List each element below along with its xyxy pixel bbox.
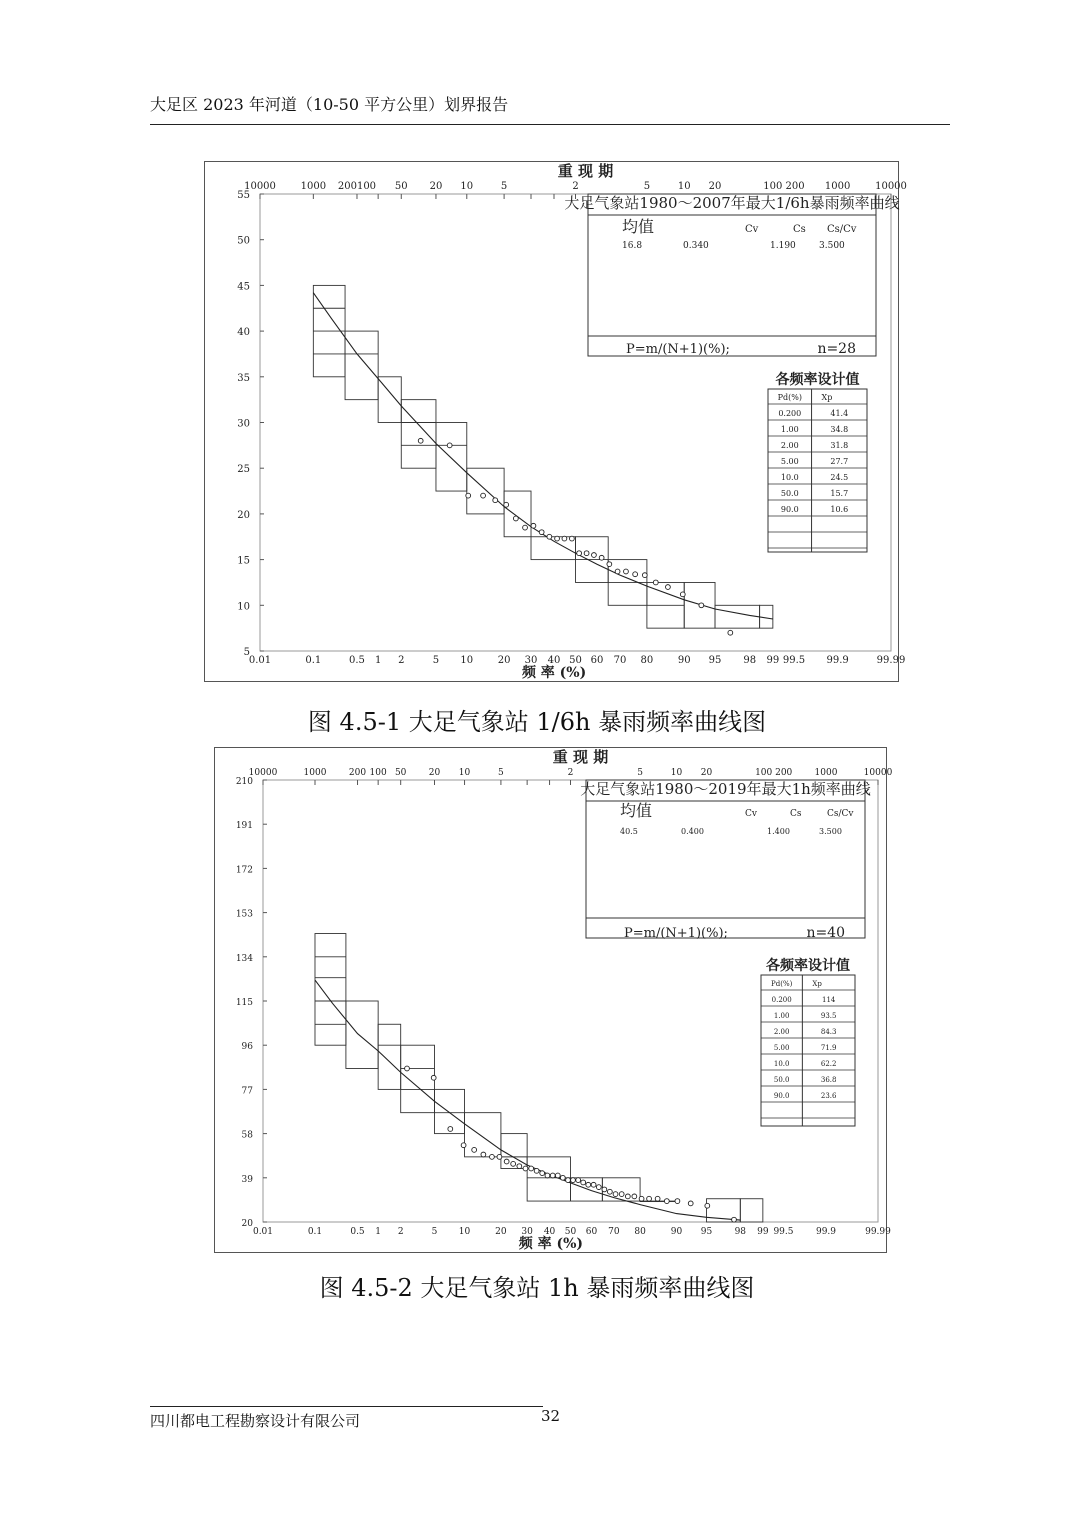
confidence-box bbox=[504, 491, 531, 537]
observed-point bbox=[493, 498, 498, 503]
y-tick-label: 20 bbox=[237, 509, 250, 521]
design-table-xp: 84.3 bbox=[820, 1028, 837, 1036]
observed-point bbox=[566, 1178, 571, 1183]
design-table-pd: 1.00 bbox=[773, 1012, 790, 1020]
observed-point bbox=[466, 493, 471, 498]
observed-point bbox=[448, 1127, 453, 1132]
observed-point bbox=[581, 1180, 586, 1185]
x-tick-label: 95 bbox=[708, 655, 722, 666]
stats-header-cv: Cv bbox=[745, 809, 757, 819]
observed-point bbox=[497, 1154, 502, 1159]
observed-point bbox=[624, 569, 629, 574]
design-table-pd: 5.00 bbox=[773, 1044, 790, 1052]
observed-point bbox=[504, 1159, 509, 1164]
top-tick-label: 200100 bbox=[337, 181, 377, 192]
x-tick-label: 2 bbox=[398, 655, 405, 666]
y-tick-label: 77 bbox=[241, 1086, 253, 1097]
observed-point bbox=[431, 1075, 436, 1080]
observed-point bbox=[613, 1192, 618, 1197]
observed-point bbox=[481, 1152, 486, 1157]
design-table-pd: 5.00 bbox=[780, 457, 799, 466]
observed-point bbox=[607, 1189, 612, 1194]
observed-point bbox=[599, 555, 604, 560]
stats-header-mean: 均值 bbox=[620, 801, 653, 820]
observed-point bbox=[666, 585, 671, 590]
observed-point bbox=[472, 1147, 477, 1152]
observed-point bbox=[596, 1185, 601, 1190]
fitted-frequency-curve bbox=[315, 980, 740, 1220]
sample-size: n=28 bbox=[817, 341, 856, 357]
top-tick-label: 10000 bbox=[248, 768, 278, 778]
page-number: 32 bbox=[541, 1407, 561, 1425]
observed-point bbox=[602, 1187, 607, 1192]
y-tick-label: 58 bbox=[241, 1130, 253, 1141]
observed-point bbox=[625, 1194, 630, 1199]
top-tick-label: 10 bbox=[460, 181, 474, 192]
y-tick-label: 39 bbox=[241, 1174, 253, 1185]
x-tick-label: 70 bbox=[613, 655, 627, 666]
stats-value-cv: 0.340 bbox=[683, 241, 709, 251]
design-table-pd: 50.0 bbox=[780, 489, 799, 498]
stats-header-cs: Cs bbox=[790, 809, 802, 819]
observed-point bbox=[675, 1199, 680, 1204]
observed-point bbox=[523, 1166, 528, 1171]
x-tick-label: 99 bbox=[766, 655, 780, 666]
x-tick-label: 99.5 bbox=[782, 655, 806, 666]
stats-header-mean: 均值 bbox=[622, 217, 655, 236]
top-tick-label: 20 bbox=[428, 768, 441, 778]
x-tick-label: 40 bbox=[547, 655, 561, 666]
y-tick-label: 134 bbox=[235, 953, 253, 964]
x-tick-label: 99.99 bbox=[865, 1227, 891, 1237]
observed-point bbox=[688, 1201, 693, 1206]
top-tick-label: 5 bbox=[637, 768, 643, 778]
x-tick-label: 0.1 bbox=[305, 655, 322, 666]
frequency-chart-2-svg bbox=[215, 748, 893, 1252]
x-tick-label: 5 bbox=[432, 655, 440, 666]
top-tick-label: 10000 bbox=[875, 181, 907, 192]
observed-point bbox=[655, 1196, 660, 1201]
x-tick-label: 50 bbox=[564, 1227, 577, 1237]
x-tick-label: 80 bbox=[640, 655, 654, 666]
design-table-pd: 0.200 bbox=[778, 409, 802, 418]
figure-caption-2: 图 4.5-2 大足气象站 1h 暴雨频率曲线图 bbox=[319, 1274, 755, 1302]
x-tick-label: 60 bbox=[585, 1227, 598, 1237]
observed-point bbox=[560, 1175, 565, 1180]
confidence-box bbox=[465, 1113, 501, 1157]
stats-header-cscv: Cs/Cv bbox=[827, 224, 857, 235]
y-tick-label: 20 bbox=[241, 1219, 253, 1229]
observed-point bbox=[490, 1154, 495, 1159]
top-tick-label: 10000 bbox=[863, 768, 893, 778]
stats-value-cv: 0.400 bbox=[681, 827, 704, 836]
observed-point bbox=[664, 1199, 669, 1204]
y-tick-label: 172 bbox=[235, 865, 253, 876]
design-table-xp: 24.5 bbox=[830, 473, 849, 482]
y-tick-label: 25 bbox=[237, 464, 250, 476]
observed-point bbox=[418, 438, 423, 443]
x-tick-label: 80 bbox=[634, 1227, 646, 1237]
footer-company: 四川都电工程勘察设计有限公司 bbox=[150, 1412, 361, 1430]
observed-point bbox=[539, 530, 544, 535]
y-tick-label: 210 bbox=[235, 777, 253, 787]
top-tick-label: 100 200 bbox=[755, 768, 793, 778]
observed-point bbox=[511, 1161, 516, 1166]
observed-point bbox=[615, 569, 620, 574]
frequency-chart-2 bbox=[214, 747, 893, 1253]
design-table-pd: 1.00 bbox=[780, 425, 799, 434]
x-tick-label: 0.5 bbox=[349, 655, 365, 666]
top-tick-label: 10000 bbox=[244, 181, 276, 192]
confidence-box bbox=[436, 423, 467, 492]
x-tick-label: 1 bbox=[375, 1227, 382, 1237]
y-tick-label: 50 bbox=[237, 235, 250, 247]
x-tick-label: 30 bbox=[524, 655, 538, 666]
observed-point bbox=[639, 1196, 644, 1201]
x-tick-label: 0.5 bbox=[350, 1227, 365, 1237]
observed-point bbox=[680, 592, 685, 597]
x-tick-label: 99.5 bbox=[773, 1227, 794, 1237]
observed-point bbox=[569, 536, 574, 541]
observed-point bbox=[633, 572, 638, 577]
x-tick-label: 98 bbox=[743, 655, 757, 666]
observed-point bbox=[513, 516, 518, 521]
frequency-formula: P=m/(N+1)(%); bbox=[626, 342, 730, 357]
design-table-pd: 50.0 bbox=[773, 1076, 790, 1084]
x-tick-label: 0.01 bbox=[252, 1227, 274, 1237]
y-tick-label: 5 bbox=[243, 647, 250, 658]
chart-title: 大足气象站1980～2007年最大1/6h暴雨频率曲线 bbox=[564, 194, 900, 212]
frequency-formula: P=m/(N+1)(%); bbox=[624, 926, 728, 941]
y-tick-label: 115 bbox=[235, 998, 253, 1008]
stats-header-cv: Cv bbox=[745, 224, 759, 235]
observed-point bbox=[562, 536, 567, 541]
y-tick-label: 96 bbox=[241, 1042, 253, 1053]
design-table-header-pd: Pd(%) bbox=[777, 393, 802, 402]
observed-point bbox=[550, 1173, 555, 1178]
observed-point bbox=[699, 603, 704, 608]
confidence-box bbox=[401, 400, 436, 469]
x-axis-label: 频 率 (%) bbox=[518, 1236, 584, 1252]
confidence-box bbox=[401, 1045, 435, 1112]
sample-size: n=40 bbox=[806, 925, 845, 941]
y-tick-label: 30 bbox=[237, 418, 250, 430]
top-axis-title: 重 现 期 bbox=[552, 748, 609, 766]
x-tick-label: 0.1 bbox=[307, 1227, 323, 1237]
x-tick-label: 30 bbox=[521, 1227, 533, 1237]
confidence-box bbox=[378, 1024, 401, 1089]
x-tick-label: 99 bbox=[757, 1227, 769, 1237]
stats-value-cs: 1.400 bbox=[767, 827, 790, 836]
design-table-xp: 41.4 bbox=[830, 409, 849, 418]
observed-point bbox=[504, 502, 509, 507]
y-tick-label: 191 bbox=[235, 821, 253, 832]
observed-point bbox=[586, 1182, 591, 1187]
observed-point bbox=[728, 630, 733, 635]
design-table-pd: 90.0 bbox=[773, 1092, 790, 1100]
confidence-box bbox=[715, 605, 760, 628]
design-table-title: 各频率设计值 bbox=[775, 372, 860, 388]
observed-point bbox=[534, 1168, 539, 1173]
confidence-box bbox=[740, 1199, 763, 1222]
y-tick-label: 10 bbox=[237, 601, 250, 613]
design-table-pd: 0.200 bbox=[771, 996, 792, 1004]
top-tick-label: 100 200 bbox=[763, 181, 805, 192]
observed-point bbox=[607, 562, 612, 567]
design-table-pd: 90.0 bbox=[780, 505, 799, 514]
top-tick-label: 50 bbox=[394, 181, 408, 192]
observed-point bbox=[705, 1203, 710, 1208]
observed-point bbox=[619, 1192, 624, 1197]
observed-point bbox=[591, 1182, 596, 1187]
observed-point bbox=[461, 1143, 466, 1148]
observed-point bbox=[653, 580, 658, 585]
x-tick-label: 10 bbox=[458, 1227, 471, 1237]
top-tick-label: 2 bbox=[567, 768, 574, 778]
top-tick-label: 1000 bbox=[303, 768, 327, 778]
top-axis-title: 重 现 期 bbox=[557, 162, 614, 180]
top-tick-label: 20 bbox=[700, 768, 713, 778]
top-tick-label: 1000 bbox=[300, 181, 327, 192]
observed-point bbox=[405, 1066, 410, 1071]
footer-rule bbox=[150, 1406, 543, 1407]
top-tick-label: 10 bbox=[677, 181, 691, 192]
y-tick-label: 45 bbox=[237, 281, 250, 293]
y-tick-label: 40 bbox=[237, 327, 250, 339]
observed-point bbox=[577, 551, 582, 556]
x-tick-label: 90 bbox=[670, 1227, 683, 1237]
x-tick-label: 50 bbox=[569, 655, 582, 666]
design-table-xp: 15.7 bbox=[830, 489, 849, 498]
design-table-pd: 10.0 bbox=[780, 473, 799, 482]
stats-header-cs: Cs bbox=[793, 224, 806, 235]
stats-value-cscv: 3.500 bbox=[819, 827, 842, 836]
x-tick-label: 2 bbox=[397, 1227, 404, 1237]
design-table-xp: 31.8 bbox=[830, 441, 849, 450]
y-tick-label: 35 bbox=[237, 372, 250, 384]
x-tick-label: 98 bbox=[734, 1227, 747, 1237]
x-tick-label: 5 bbox=[431, 1227, 438, 1237]
design-table-pd: 10.0 bbox=[773, 1060, 790, 1068]
x-tick-label: 40 bbox=[543, 1227, 556, 1237]
confidence-box bbox=[378, 377, 401, 423]
x-tick-label: 95 bbox=[700, 1227, 713, 1237]
observed-point bbox=[732, 1217, 737, 1222]
design-table-pd: 2.00 bbox=[780, 441, 799, 450]
observed-point bbox=[576, 1178, 581, 1183]
x-tick-label: 99.99 bbox=[876, 655, 906, 666]
x-tick-label: 10 bbox=[460, 655, 474, 666]
y-tick-label: 153 bbox=[235, 909, 253, 920]
stats-value-mean: 16.8 bbox=[622, 241, 643, 251]
observed-point bbox=[592, 553, 597, 558]
top-tick-label: 5 bbox=[643, 181, 651, 192]
design-table-xp: 23.6 bbox=[820, 1092, 837, 1100]
confidence-box bbox=[467, 468, 504, 514]
design-table-title: 各频率设计值 bbox=[766, 958, 850, 974]
header-rule bbox=[150, 124, 950, 125]
top-tick-label: 1000 bbox=[814, 768, 838, 778]
x-axis-label: 频 率 (%) bbox=[521, 665, 587, 681]
stats-header-cscv: Cs/Cv bbox=[827, 809, 854, 819]
page-header: 大足区 2023 年河道（10-50 平方公里）划界报告 bbox=[150, 95, 509, 114]
x-tick-label: 20 bbox=[495, 1227, 507, 1237]
observed-point bbox=[584, 551, 589, 556]
top-tick-label: 10 bbox=[670, 768, 683, 778]
observed-point bbox=[545, 1173, 550, 1178]
y-tick-label: 55 bbox=[237, 190, 250, 201]
design-table-xp: 34.8 bbox=[830, 425, 849, 434]
observed-point bbox=[547, 534, 552, 539]
top-tick-label: 20 bbox=[708, 181, 722, 192]
x-tick-label: 99.9 bbox=[815, 1227, 837, 1237]
confidence-box bbox=[315, 934, 346, 1046]
top-tick-label: 20 bbox=[429, 181, 443, 192]
x-tick-label: 0.01 bbox=[248, 655, 272, 666]
observed-point bbox=[531, 523, 536, 528]
observed-point bbox=[571, 1178, 576, 1183]
observed-point bbox=[647, 1196, 652, 1201]
design-table-xp: 62.2 bbox=[820, 1060, 837, 1068]
top-tick-label: 5 bbox=[500, 181, 508, 192]
observed-point bbox=[529, 1166, 534, 1171]
top-tick-label: 2 bbox=[572, 181, 579, 192]
design-table-xp: 36.8 bbox=[820, 1076, 837, 1084]
x-tick-label: 20 bbox=[497, 655, 511, 666]
x-tick-label: 99.9 bbox=[826, 655, 849, 666]
figure-caption-1: 图 4.5-1 大足气象站 1/6h 暴雨频率曲线图 bbox=[307, 708, 767, 736]
observed-point bbox=[481, 493, 486, 498]
stats-value-cscv: 3.500 bbox=[819, 241, 845, 251]
frequency-chart-1-svg bbox=[205, 162, 907, 681]
top-tick-label: 50 bbox=[394, 768, 407, 778]
observed-point bbox=[540, 1171, 545, 1176]
design-table-xp: 114 bbox=[821, 996, 836, 1004]
x-tick-label: 90 bbox=[677, 655, 691, 666]
design-table-pd: 2.00 bbox=[773, 1028, 790, 1036]
frequency-chart-1 bbox=[204, 161, 907, 682]
design-table-xp: 71.9 bbox=[820, 1044, 837, 1052]
observed-point bbox=[555, 1173, 560, 1178]
confidence-box bbox=[346, 1001, 378, 1068]
design-table-header-pd: Pd(%) bbox=[771, 980, 793, 988]
chart-title: 大足气象站1980～2019年最大1h频率曲线 bbox=[580, 780, 871, 798]
stats-value-mean: 40.5 bbox=[620, 827, 638, 836]
observed-point bbox=[523, 525, 528, 530]
stats-value-cs: 1.190 bbox=[770, 241, 796, 251]
observed-point bbox=[447, 443, 452, 448]
top-tick-label: 1000 bbox=[824, 181, 851, 192]
y-tick-label: 15 bbox=[237, 555, 250, 567]
design-table-xp: 10.6 bbox=[830, 505, 849, 514]
x-tick-label: 1 bbox=[374, 655, 382, 666]
confidence-box bbox=[345, 331, 378, 400]
design-table-xp: 27.7 bbox=[830, 457, 849, 466]
x-tick-label: 60 bbox=[590, 655, 604, 666]
top-tick-label: 5 bbox=[498, 768, 504, 778]
design-table-header-xp: Xp bbox=[812, 980, 822, 988]
design-table-header-xp: Xp bbox=[821, 393, 833, 402]
top-tick-label: 100 bbox=[369, 768, 387, 778]
observed-point bbox=[517, 1164, 522, 1169]
design-table-xp: 93.5 bbox=[820, 1012, 837, 1020]
top-tick-label: 200 bbox=[348, 768, 367, 778]
observed-point bbox=[632, 1194, 637, 1199]
top-tick-label: 10 bbox=[458, 768, 471, 778]
x-tick-label: 70 bbox=[608, 1227, 620, 1237]
observed-point bbox=[642, 573, 647, 578]
observed-point bbox=[555, 536, 560, 541]
